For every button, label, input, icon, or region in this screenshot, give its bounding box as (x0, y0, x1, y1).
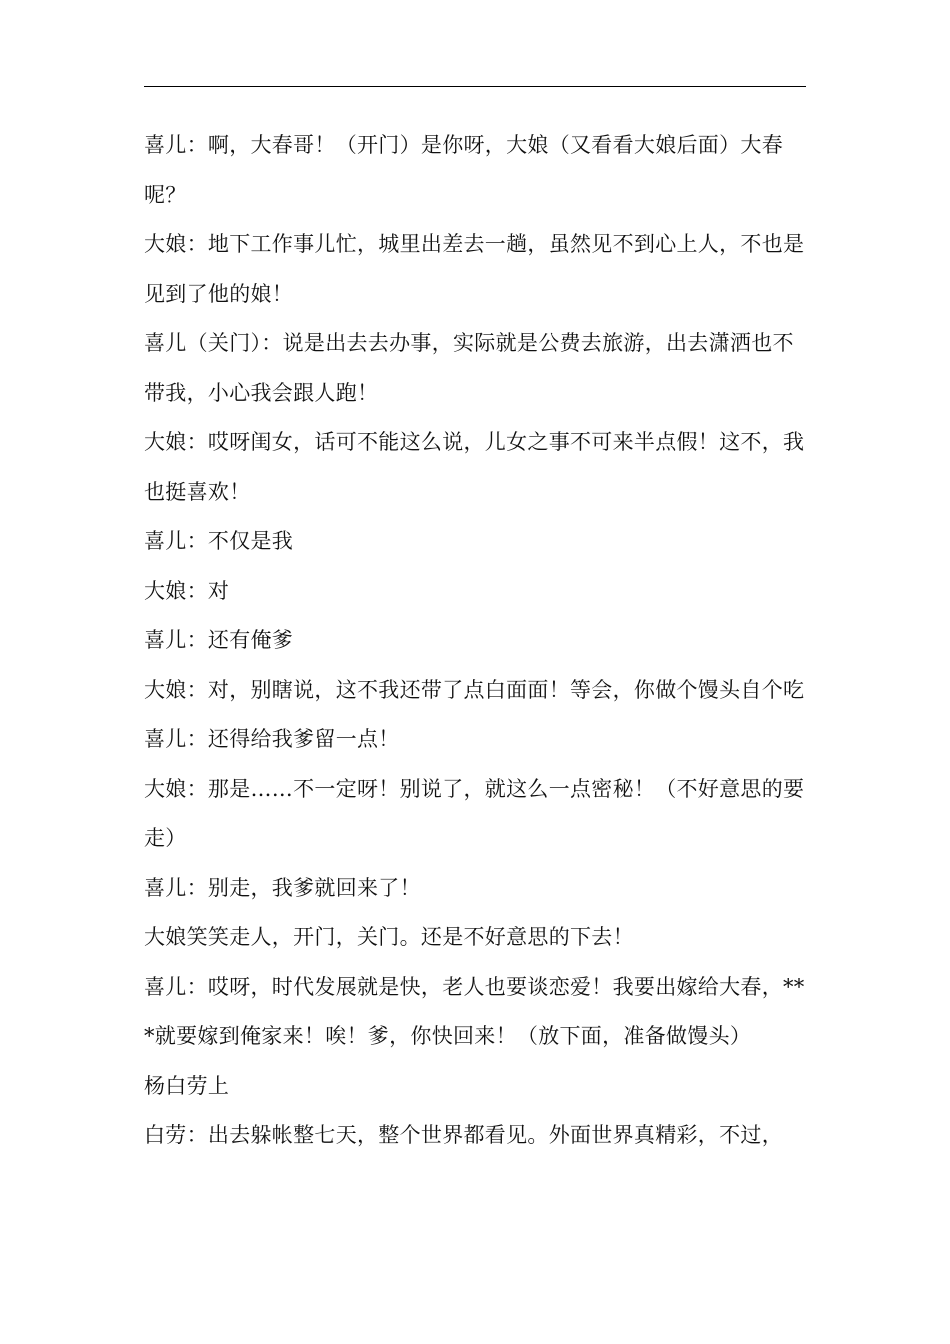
paragraph-14: 杨白劳上 (144, 1073, 230, 1098)
paragraph-6: 大娘：对 (144, 578, 230, 603)
paragraph-15: 白劳：出去躲帐整七天，整个世界都看见。外面世界真精彩，不过， (144, 1123, 783, 1147)
paragraph-2: 大娘：地下工作事儿忙，城里出差去一趟，虽然见不到心上人，不也是见到了他的娘！ (144, 232, 805, 306)
paragraph-1: 喜儿：啊，大春哥！（开门）是你呀，大娘（又看看大娘后面）大春呢？ (144, 133, 783, 207)
paragraph-3: 喜儿（关门）：说是出去去办事，实际就是公费去旅游，出去潇洒也不带我，小心我会跟人跑！ (144, 331, 794, 405)
paragraph-12: 大娘笑笑走人，开门，关门。还是不好意思的下去！ (144, 925, 634, 949)
paragraph-13: 喜儿：哎呀，时代发展就是快，老人也要谈恋爱！我要出嫁给大春，***就要嫁到俺家来！唉！爹，你快回来！（放下面，准备做馒头） (144, 974, 805, 1048)
paragraph-5: 喜儿：不仅是我 (144, 529, 294, 553)
paragraph-11: 喜儿：别走，我爹就回来了！ (144, 875, 421, 900)
paragraph-8: 大娘：对，别瞎说，这不我还带了点白面面！等会，你做个馒头自个吃 (144, 677, 805, 702)
script-body (144, 121, 808, 1161)
paragraph-9: 喜儿：还得给我爹留一点！ (144, 727, 400, 751)
header-rule (144, 86, 806, 87)
paragraph-10: 大娘：那是……不一定呀！别说了，就这么一点密秘！（不好意思的要走） (144, 776, 805, 850)
paragraph-7: 喜儿：还有俺爹 (144, 628, 294, 652)
paragraph-4: 大娘：哎呀闺女，话可不能这么说，儿女之事不可来半点假！这不，我也挺喜欢！ (144, 430, 805, 504)
